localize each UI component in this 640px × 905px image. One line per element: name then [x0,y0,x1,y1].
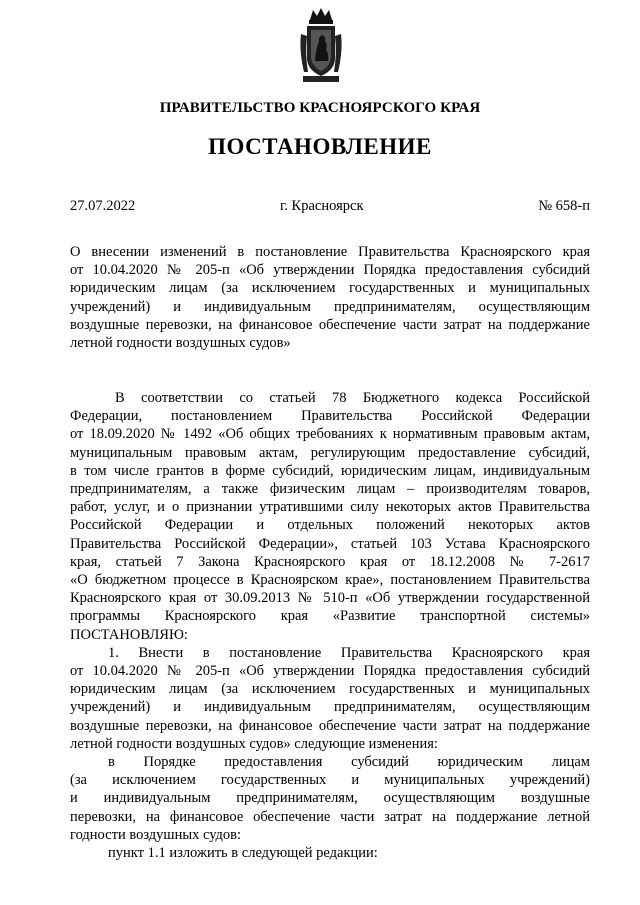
body-line: Федерации, постановлением Правительства Российской Федерации [70,408,590,425]
body-line: учреждений) и индивидуальным предпринимателям, осуществляющим [70,699,590,716]
document-number: № 658-п [538,198,590,214]
body-line: в том числе грантов в форме субсидий, юридическим лицам, индивидуальным [70,462,590,479]
document-type: ПОСТАНОВЛЕНИЕ [208,134,432,159]
body-line: воздушные перевозки, на финансовое обеспечение части затрат на поддержание [70,717,590,734]
body-line: В соответствии со статьей 78 Бюджетного кодекса Российской [115,390,590,406]
subject-line: воздушные перевозки, на финансовое обеспечение части затрат на поддержание [70,316,590,333]
document-city: г. Красноярск [280,198,364,214]
document-body [70,389,590,862]
body-line: от 10.04.2020 № 205-п «Об утверждении Порядка предоставления субсидий [70,663,590,680]
government-name: ПРАВИТЕЛЬСТВО КРАСНОЯРСКОГО КРАЯ [159,100,481,116]
body-line: «О бюджетном процессе в Красноярском крае», постановлением Правительства [70,572,590,589]
body-line: ПОСТАНОВЛЯЮ: [70,626,188,643]
document-date: 27.07.2022 [70,198,136,214]
coat-of-arms-icon [298,6,344,86]
body-line: 1. Внести в постановление Правительства Красноярского края [108,644,590,661]
subject-line: учреждений) и индивидуальным предпринимателям, осуществляющим [70,298,590,315]
body-line: (за исключением государственных и муниципальных учреждений) [70,772,590,789]
body-line: работ, услуг, и о признании утратившими силу некоторых актов Правительства [70,499,590,516]
body-line: муниципальным правовым актам, регулирующим предоставление субсидий, [70,444,590,461]
body-line: предпринимателям, а также физическим лицам – производителям товаров, [70,481,590,498]
body-line: годности воздушных судов: [70,826,242,843]
body-line: Правительства Российской Федерации», статьей 103 Устава Красноярского [70,535,590,552]
document-meta [70,198,590,218]
body-line: программы Красноярского края «Развитие транспортной системы» [70,608,590,625]
body-line: в Порядке предоставления субсидий юридическим лицам [108,754,590,771]
body-line: пункт 1.1 изложить в следующей редакции: [108,845,378,862]
subject-line: юридическим лицам (за исключением государственных и муниципальных [70,280,590,297]
body-line: перевозки, на финансовое обеспечение части затрат на поддержание летной [70,808,590,825]
body-line: Российской Федерации и отдельных положений некоторых актов [70,517,590,534]
body-line: юридическим лицам (за исключением государственных и муниципальных [70,681,590,698]
subject-line: летной годности воздушных судов» [70,335,291,352]
body-line: летной годности воздушных судов» следующие изменения: [70,735,438,752]
subject-line: от 10.04.2020 № 205-п «Об утверждении Порядка предоставления субсидий [70,262,590,279]
body-line: и индивидуальным предпринимателям, осуществляющим воздушные [70,790,590,807]
document-subject [70,243,590,352]
body-line: от 18.09.2020 № 1492 «Об общих требованиях к нормативным правовым актам, [70,426,590,443]
body-line: Красноярского края от 30.09.2013 № 510-п «Об утверждении государственной [70,590,590,607]
subject-line: О внесении изменений в постановление Правительства Красноярского края [70,244,590,260]
body-line: края, статьей 7 Закона Красноярского края от 18.12.2008 № 7-2617 [70,553,590,570]
